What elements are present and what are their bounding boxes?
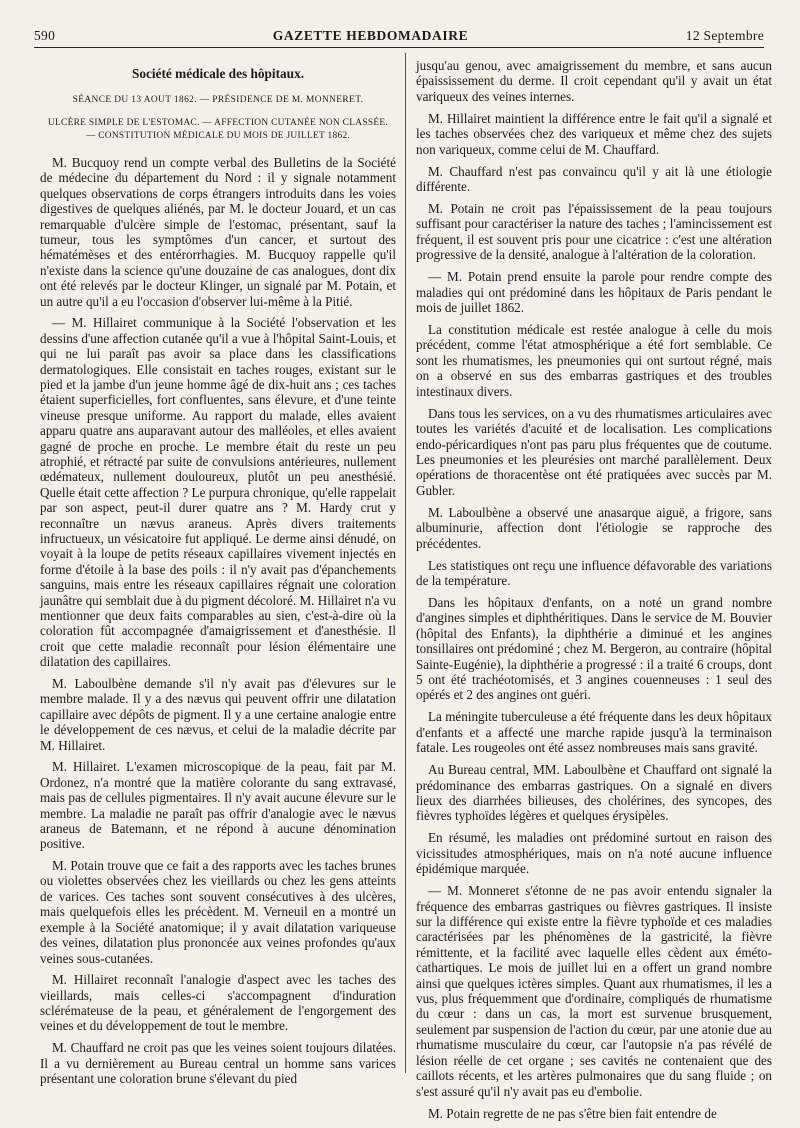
topics-line-2: — CONSTITUTION MÉDICALE DU MOIS DE JUILLET 1862. [85, 131, 351, 141]
paragraph: Dans tous les services, on a vu des rhumatismes articulaires avec toutes les variétés d'acuité et de localisation. Les complications endo-péricardiques n'ont pas paru plus fréquentes que de coutume. Les pneumonies et les pleurésies ont marché parallèlement. Deux opérations de thoracentèse ont été pratiquées avec succès par M. Gubler. [416, 405, 772, 498]
paragraph: Les statistiques ont reçu une influence défavorable des variations de la température. [416, 557, 772, 588]
column-divider [405, 53, 406, 1073]
paragraph: M. Potain regrette de ne pas s'être bien fait entendre de [428, 1105, 717, 1121]
paragraph: M. Hillairet. L'examen microscopique de la peau, fait par M. Ordonez, n'a montré que la matière colorante du sang extravasé, mais pas de cellules pigmentaires. Il n'y avait aucune élevure sur le membre. La maladie ne paraît pas offrir d'analogie avec le nævus araneus de Batemann, et ne répond à aucune dénomination positive. [40, 759, 396, 852]
paragraph: M. Potain trouve que ce fait a des rapports avec les taches brunes ou violettes observées chez les vieillards ou chez les gens atteints de varices. Ces taches sont souvent consécutives à des ulcères, mais quelquefois elles les précèdent. M. Verneuil en a montré un exemple à la Société anatomique; il y avait dilatation variqueuse des veines, dilatation plus prononcée aux veines profondes qu'aux veines sous-cutanées. [40, 858, 396, 966]
paragraph: M. Laboulbène demande s'il n'y avait pas d'élevures sur le membre malade. Il y a des nævus qui peuvent offrir une dilatation capillaire avec dépôts de pigment. Il y a une certaine analogie entre le développement de ces nævus, et celui de la maladie décrite par M. Hillairet. [40, 676, 396, 753]
paragraph: — M. Monneret s'étonne de ne pas avoir entendu signaler la fréquence des embarras gastriques ou fièvres gastriques. Il insiste sur la différence qui existe entre la fièvre typhoïde et ces maladies caractérisées par les phénomènes de la gastricité, la fièvre rémittente, et la facilité avec laquelle elles cèdent aux éméto-cathartiques. Le mois de juillet lui en a offert un grand nombre ainsi que quelques ictères simples. Quant aux rhumatismes, il les a vus, plus fréquemment que d'ordinaire, compliqués de rhumatisme du cœur : dans un cas, la mort est survenue brusquement, seulement par suspension de l'action du cœur, par une atonie due au rhumatisme musculaire du cœur, car l'autopsie n'a pas révélé de lésion réelle de cet organe ; ses cavités ne contenaient que des caillots récents, et les artères pulmonaires que du sang fluide ; on s'est assuré qu'il n'y avait pas eu d'embolie. [416, 883, 772, 1099]
paragraph: jusqu'au genou, avec amaigrissement du membre, et sans aucun épaississement du derme. Il croit cependant qu'il y avait un état variqueux des veines internes. [416, 58, 772, 104]
paragraph: M. Hillairet reconnaît l'analogie d'aspect avec les taches des vieillards, mais celles-ci s'accompagnent d'induration sclérémateuse de la peau, et généralement de l'engorgement des veines et du développement de tout le membre. [40, 972, 396, 1034]
header-rule [34, 47, 764, 48]
meeting-line: SÉANCE DU 13 AOUT 1862. — PRÉSIDENCE DE M. MONNERET. [72, 95, 364, 105]
topics-line-1: ULCÈRE SIMPLE DE L'ESTOMAC. — AFFECTION CUTANÉE NON CLASSÉE. [47, 118, 389, 128]
right-column [416, 58, 772, 1128]
section-title: Société médicale des hôpitaux. [131, 66, 305, 81]
paragraph: La constitution médicale est restée analogue à celle du mois précédent, comme l'état atmosphérique a été fort semblable. Ce sont les rhumatismes, les pneumonies qui ont surtout régné, mais on a observé en sus des embarras gastriques et des troubles intestinaux divers. [416, 322, 772, 399]
paragraph: — M. Potain prend ensuite la parole pour rendre compte des maladies qui ont prédominé dans les hôpitaux de Paris pendant le mois de juillet 1862. [416, 269, 772, 316]
paragraph: M. Potain ne croit pas l'épaississement de la peau toujours suffisant pour caractériser la nature des taches ; l'amincissement est fréquent, il est souvent pris pour une cicatrice : c'est une altération progressive de la densité, analogue à l'altération de la coloration. [416, 201, 772, 263]
paragraph: Dans les hôpitaux d'enfants, on a noté un grand nombre d'angines simples et diphthéritiques. Dans le service de M. Bouvier (hôpital des Enfants), la diphthérie a diminué et les angines tonsillaires ont prédominé ; chez M. Bergeron, au contraire (hôpital Sainte-Eugénie), la diphthérie a progressé : il a traité 6 croups, dont 5 ont été trachéotomisés, et 3 angines couenneuses : 1 seul des opérés et 2 des angines ont guéri. [416, 594, 772, 703]
paragraph: En résumé, les maladies ont prédominé surtout en raison des vicissitudes atmosphériques, mais on n'a noté aucune influence épidémique marquée. [416, 830, 772, 877]
paragraph: M. Chauffard n'est pas convaincu qu'il y ait là une étiologie différente. [416, 163, 772, 195]
issue-date: 12 Septembre [685, 28, 764, 43]
paragraph: Au Bureau central, MM. Laboulbène et Chauffard ont signalé la prédominance des embarras gastriques. On a signalé en divers lieux des diarrhées bilieuses, des cholérines, des syncopes, des fièvres typhoïdes légères et quelques érysipèles. [416, 762, 772, 824]
paragraph: M. Hillairet maintient la différence entre le fait qu'il a signalé et les taches observées chez des variqueux et même chez des sujets non variqueux, comme celui de M. Chauffard. [416, 110, 772, 157]
journal-title: GAZETTE HEBDOMADAIRE [272, 28, 469, 43]
paragraph: — M. Hillairet communique à la Société l'observation et les dessins d'une affection cutanée qu'il a vue à l'hôpital Saint-Louis, et qui ne lui paraît pas avoir sa place dans les classifications dermatologiques. Elle consistait en taches rouges, existant sur le pied et la jambe d'un jeune homme âgé de dix-huit ans ; ces taches étaient superficielles, fort confluentes, sans élevure, et d'une teinte vineuse presque uniforme. Au rapport du malade, elles avaient apparu quatre ans auparavant autour des malléoles, et elles avaient gagné de proche en proche. Le membre était du reste un peu atrophié, et rétracté par suite de convulsions antérieures, nullement œdémateux, nullement douloureux, plutôt un peu anesthésié. Quelle était cette affection ? Le purpura chronique, qu'elle rappelait par son aspect, peut-il durer quatre ans ? M. Hardy crut y reconnaître un nævus araneus. Après divers traitements infructueux, un vésicatoire fut appliqué. Le derme ainsi dénudé, on voyait à la loupe de petits réseaux capillaires vivement injectés en forme d'étoile à la base des poils : il n'y avait pas d'épanchements sanguins, mais entre les réseaux capillaires régnait une coloration jaunâtre qui semblait due à du pigment décoloré. M. Hillairet n'a vu mentionner que deux faits comparables au sien, c'est-à-dire où la coloration fût accompagnée d'amaigrissement et d'anesthésie. Il croit que cette maladie reconnaît pour lésion élémentaire une dilatation des capillaires. [40, 315, 396, 670]
page-number: 590 [34, 28, 56, 43]
paragraph: M. Bucquoy rend un compte verbal des Bulletins de la Société de médecine du département du Nord : il y signale notamment quelques observations de corps étrangers introduits dans les voies digestives de quelques aliénés, par M. le docteur Jouard, et un cas remarquable d'ulcère simple de l'estomac, présentant, sauf la tumeur, tous les symptômes d'un cancer, et surtout des hématémèses et des entérorrhagies. M. Bucquoy rappelle qu'il n'existe dans la science qu'une douzaine de cas analogues, dont dix ont été relevés par le docteur Klinger, un signalé par M. Potain, et un autre qu'il a eu l'occasion d'observer lui-même à la Pitié. [40, 155, 396, 309]
topics-summary [40, 117, 396, 143]
left-column [40, 60, 396, 1093]
paragraph: M. Chauffard ne croit pas que les veines soient toujours dilatées. Il a vu dernièrement au Bureau central un homme sans varices présentant une coloration brune s'élevant du pied [40, 1040, 396, 1086]
paragraph: La méningite tuberculeuse a été fréquente dans les deux hôpitaux d'enfants et a affecté une marche rapide jusqu'à la terminaison fatale. Les rougeoles ont été assez nombreuses mais sans gravité. [416, 709, 772, 756]
paragraph: M. Laboulbène a observé une anasarque aiguë, a frigore, sans albuminurie, affection dont l'étiologie se rapproche des précédentes. [416, 504, 772, 551]
page-header [34, 22, 764, 44]
